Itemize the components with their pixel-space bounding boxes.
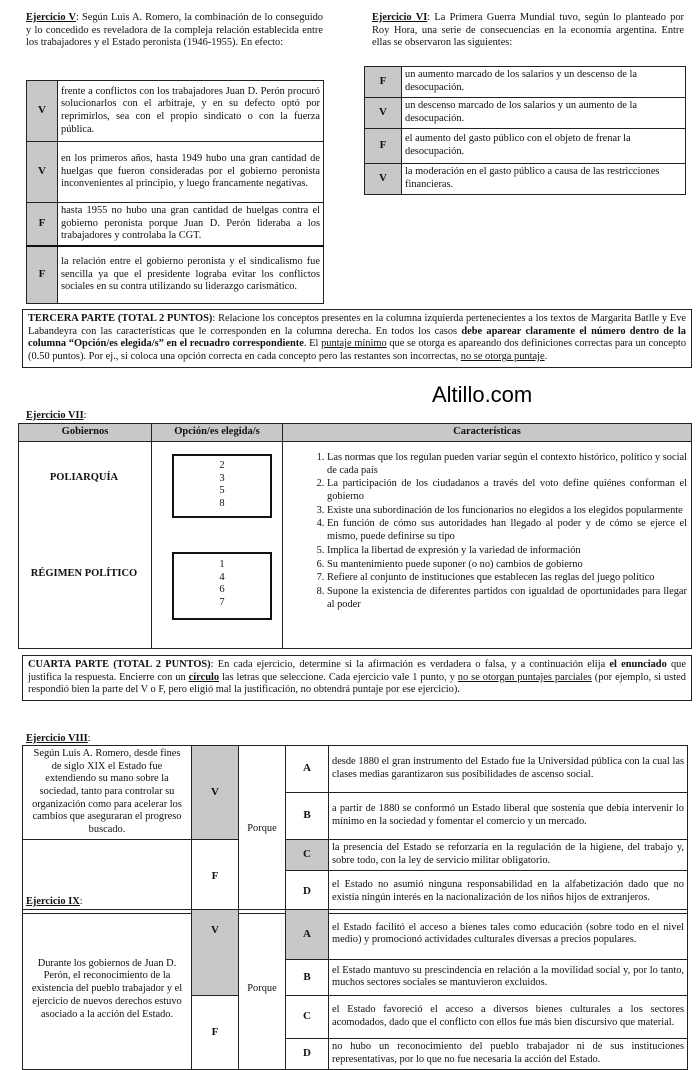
ej5-row — [27, 81, 324, 142]
ej6-row — [365, 129, 686, 164]
ej8-statement: Según Luis A. Romero, desde fines de siglo XIX el Estado fue extendiendo su mano sobre la sociedad, tanto para controlar su organización como para acelerar los cambios que aseguraran el progreso buscado. — [23, 746, 192, 840]
ej5-statement: frente a conflictos con los trabajadores Juan D. Perón procuró solucionarlos con el arbitraje, y en su defecto optó por reprimirlos, sea con el propio sindicato o con la fuerza pública. — [58, 81, 324, 142]
gov-poliarquia: POLIARQUÍA — [49, 472, 119, 483]
ej5-statement: hasta 1955 no hubo una gran cantidad de huelgas contra el gobierno peronista porque Juan D. Perón lideraba a los trabajadores y controlaba la CGT. — [58, 203, 324, 247]
ej6-statement: un aumento marcado de los salarios y un descenso de la desocupación. — [402, 67, 686, 98]
ej7-gov-col — [19, 442, 152, 649]
characteristic-item: 6. Su mantenimiento puede suponer (o no) cambios de gobierno — [327, 559, 687, 572]
ej7-title: Ejercicio VII: — [26, 410, 87, 421]
ej8-option-letter[interactable]: A — [286, 746, 329, 793]
ej6-statement: la moderación en el gasto público a causa de las restricciones financieras. — [402, 164, 686, 195]
ej5-row — [27, 203, 324, 247]
ej7-header-row — [19, 424, 692, 442]
ej7-header: Gobiernos — [19, 424, 152, 442]
ej6-title: Ejercicio VI — [372, 12, 428, 23]
ej5-row — [27, 246, 324, 304]
ej6-row — [365, 164, 686, 195]
ej9-option-text: el Estado mantuvo su prescindencia en relación a la movilidad social y, por lo tanto, muchos sectores sociales se mantuvieron excluidos. — [329, 959, 688, 995]
ej5-table — [26, 80, 324, 304]
option-number: 8 — [219, 497, 225, 509]
ej5-statement: en los primeros años, hasta 1949 hubo una gran cantidad de huelgas que fueron consideradas por el gobierno peronista inconvenientes al principio, y luego francamente negativas. — [58, 142, 324, 203]
gov-regimen-politico: RÉGIMEN POLÍTICO — [30, 568, 138, 579]
characteristic-item: 7. Refiere al conjunto de instituciones que establecen las reglas del juego político — [327, 572, 687, 585]
opts-regimen-box[interactable] — [172, 552, 272, 620]
ej9-option-letter[interactable]: C — [286, 996, 329, 1039]
ej6-answer[interactable]: F — [365, 67, 402, 98]
ej9-statement: Durante los gobiernos de Juan D. Perón, el reconocimiento de la existencia del pueblo trabajador y el ejercicio de nuevos derechos estuvo asociado a la acción del Estado. — [23, 910, 192, 1070]
ej7-header: Opción/es elegida/s — [152, 424, 283, 442]
ej5-title: Ejercicio V — [26, 12, 77, 23]
ej6-table — [364, 66, 686, 195]
ej8-option-text: la presencia del Estado se reforzaría en la regulación de la higiene, del trabajo y, sobre todo, con la ley de servicio militar obligatorio. — [329, 839, 688, 870]
ej9-option-letter[interactable]: A — [286, 910, 329, 960]
ej8-option-letter[interactable]: C — [286, 839, 329, 870]
ej5-answer[interactable]: F — [27, 246, 58, 304]
ej9-option-text: el Estado favoreció el acceso a diversos bienes culturales a los sectores acomodados, dado que el conflicto con ellos fue más bien discursivo que material. — [329, 996, 688, 1039]
ej8-title: Ejercicio VIII: — [26, 733, 91, 744]
option-number: 7 — [219, 596, 225, 608]
option-number: 3 — [219, 472, 225, 484]
ej9-table — [22, 909, 688, 1070]
ej8-option-text: el Estado no asumió ninguna responsabilidad en la alfabetización dado que no existía ningún interés en la nacionalización de los niños hijos de extranjeros. — [329, 870, 688, 913]
ej8-option-letter[interactable]: B — [286, 792, 329, 839]
ej5-row — [27, 142, 324, 203]
ej5-statement: la relación entre el gobierno peronista y el sindicalismo fue sencilla ya que el presidente lograba evitar los conflictos sociales en su contra utilizando su liderazgo carismático. — [58, 246, 324, 304]
option-number: 4 — [219, 571, 225, 583]
characteristic-item: 1. Las normas que los regulan pueden variar según el contexto histórico, político y social de cada país — [327, 452, 687, 477]
ej5-answer[interactable]: F — [27, 203, 58, 247]
ej8-false[interactable]: F — [192, 839, 239, 913]
opts-poliarquia-box[interactable] — [172, 454, 272, 518]
ej6-answer[interactable]: V — [365, 98, 402, 129]
ej7-table — [18, 423, 692, 649]
option-number: 6 — [219, 584, 225, 595]
ej6-answer[interactable]: V — [365, 164, 402, 195]
ej7-characteristics — [283, 442, 692, 649]
ej8-table — [22, 745, 688, 914]
ej5-answer[interactable]: V — [27, 142, 58, 203]
ej6-row — [365, 67, 686, 98]
characteristic-item: 5. Implica la libertad de expresión y la variedad de información — [327, 545, 687, 558]
option-number: 5 — [219, 485, 225, 496]
characteristic-item: 2. La participación de los ciudadanos a través del voto define quiénes conforman el gobierno — [327, 478, 687, 503]
ej8-option-letter[interactable]: D — [286, 870, 329, 913]
ej8-porque: Porque — [239, 746, 286, 914]
ej7-header: Características — [283, 424, 692, 442]
ej5-intro: Ejercicio V: Según Luis A. Romero, la combinación de lo conseguido y lo concedido es reveladora de la compleja relación establecida entre los trabajadores y el Estado peronista (1946-1955). En efecto: — [26, 12, 323, 49]
characteristic-item: 4. En función de cómo sus autoridades han llegado al poder y de cómo se ejerce el mismo, puede definirse su tipo — [327, 518, 687, 543]
tercera-instructions: TERCERA PARTE (TOTAL 2 PUNTOS): Relacione los conceptos presentes en la columna izquierda pertenecientes a los textos de Margarita Batlle y Eve Labandeyra con las características que le corresponden en la columna derecha. En todos los casos debe aparear claramente el número dentro de la columna “Opción/es elegida/s” en el recuadro correspondiente. El puntaje mínimo que se otorga es apareando dos definiciones correctas para un concepto (0.50 puntos). Por ej., si coloca una opción correcta en cada concepto pero las restantes son incorrectas, no se otorga puntaje. — [22, 309, 692, 368]
characteristic-item: 3. Existe una subordinación de los funcionarios no elegidos a los elegidos popularmente — [327, 505, 687, 518]
ej9-option-letter[interactable]: B — [286, 959, 329, 995]
ej8-true[interactable]: V — [192, 746, 239, 840]
ej9-title: Ejercicio IX: — [26, 896, 83, 907]
watermark: Altillo.com — [432, 382, 533, 407]
ej8-option-text: a partir de 1880 se conformó un Estado liberal que sostenía que debía intervenir lo mínimo en la sociedad y fomentar el comercio y un mercado. — [329, 792, 688, 839]
ej5-answer[interactable]: V — [27, 81, 58, 142]
ej9-true[interactable]: V — [192, 910, 239, 996]
ej6-intro: Ejercicio VI: La Primera Guerra Mundial tuvo, según lo planteado por Roy Hora, una serie de consecuencias en la economía argentina. Entre ellas se observaron las siguientes: — [372, 12, 685, 49]
ej9-option-text: no hubo un reconocimiento del pueblo trabajador ni de sus instituciones representativas, por lo que no fue necesaria la acción del Estado. — [329, 1039, 688, 1070]
ej9-false[interactable]: F — [192, 996, 239, 1070]
ej6-statement: un descenso marcado de los salarios y un aumento de la desocupación. — [402, 98, 686, 129]
ej6-row — [365, 98, 686, 129]
characteristic-item: 8. Supone la existencia de diferentes partidos con igualdad de oportunidades para llegar al poder — [327, 586, 687, 611]
ej7-options-col — [152, 442, 283, 649]
ej8-option-text: desde 1880 el gran instrumento del Estado fue la Universidad pública con la cual las clases medias garantizaron sus posibilidades de ascenso social. — [329, 746, 688, 793]
ej9-option-letter[interactable]: D — [286, 1039, 329, 1070]
option-number: 1 — [219, 559, 225, 570]
cuarta-instructions: CUARTA PARTE (TOTAL 2 PUNTOS): En cada ejercicio, determine si la afirmación es verdadera o falsa, y a continuación elija el enunciado que justifica la respuesta. Encierre con un círculo las letras que seleccione. Cada ejercicio vale 1 punto, y no se otorgan puntajes parciales (por ejemplo, si usted respondió bien la parte del V o F, pero eligió mal la justificación, no obtendrá puntaje por ese ejercicio). — [22, 655, 692, 701]
ej9-option-text: el Estado facilitó el acceso a bienes tales como educación (sobre todo en el nivel medio) y promocionó actividades culturales diversas a precios populares. — [329, 910, 688, 960]
ej6-statement: el aumento del gasto público con el objeto de frenar la desocupación. — [402, 129, 686, 164]
option-number: 2 — [219, 460, 225, 471]
ej6-answer[interactable]: F — [365, 129, 402, 164]
ej9-porque: Porque — [239, 910, 286, 1070]
